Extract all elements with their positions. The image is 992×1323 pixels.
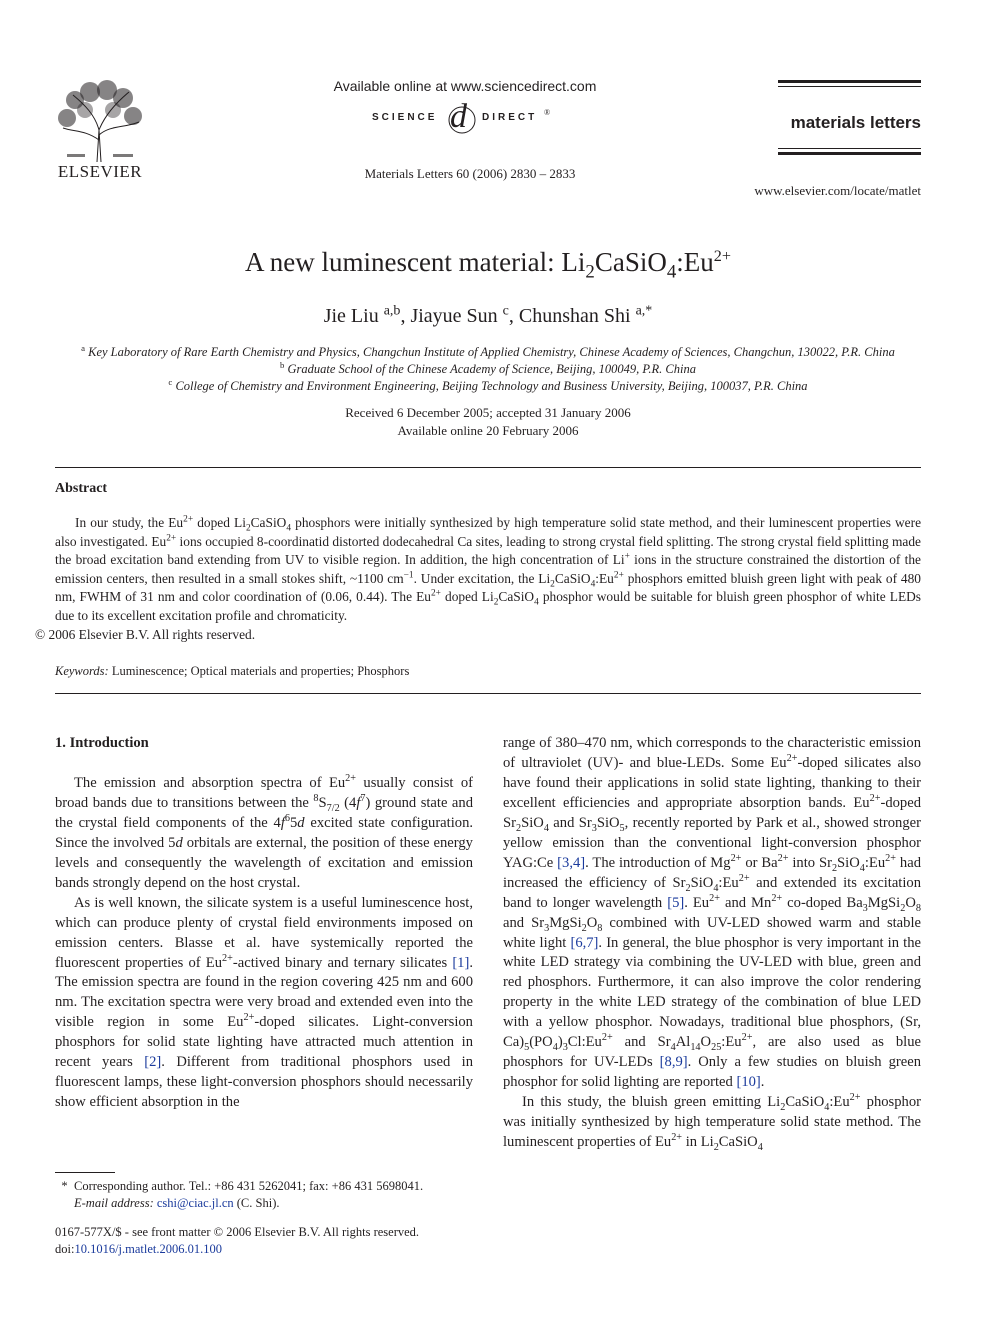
affiliation-a: $^a$ Key Laboratory of Rare Earth Chemistry and Physics, Changchun Institute of Applied Chemistry, Chinese Academy of Sciences, Changchun, 130022, P.R. China [81,342,895,359]
paragraph: range of 380–470 nm, which corresponds to the characteristic emission of ultraviolet (UV)- and blue-LEDs. Some $Eu^{2+}$-doped silicates also have found their applications in solid state lighting, thanking to their excellent efficiencies and appropriate absorption bands. $Eu^{2+}$-doped $Sr_2SiO_4$ and $Sr_3SiO_5$, recently reported by Park et al., showed stronger yellow emission than the conventional light-conversion phosphor YAG:Ce [3,4]. The introduction of $Mg^{2+}$ or $Ba^{2+}$ into $Sr_2SiO_4:Eu^{2+}$ had increased the efficiency of $Sr_2SiO_4:Eu^{2+}$ and extended its excitation band to longer wavelength [5]. $Eu^{2+}$ and $Mn^{2+}$ co-doped $Ba_3MgSi_2O_8$ and $Sr_3MgSi_2O_8$ combined with UV-LED showed warm and stable white light [6,7]. In general, the blue phosphor is very important in the white LED strategy via combining the UV-LED with blue, green and red phosphors. Furthermore, it can also improve the color rendering property in the white LED strategy of the combination of blue LED with a yellow phosphor. Nowadays, traditional blue phosphors, (Sr, $Ca)_5(PO_4)_3Cl:Eu^{2+}$ and $Sr_4Al_{14}O_{25}:Eu^{2+}$, are also used as blue phosphors for UV-LEDs [8,9]. Only a few studies on bluish green phosphor for solid lighting are reported [10]. [503,735,922,1091]
journal-rule [778,148,921,149]
divider [55,693,921,694]
received-date: Received 6 December 2005; accepted 31 January 2006 [345,405,631,420]
author-name: Jiayue Sun [410,305,498,327]
available-online-link[interactable]: Available online at www.sciencedirect.com [333,78,597,94]
sd-left-text: SCIENCE [372,112,438,123]
journal-citation: Materials Letters 60 (2006) 2830 – 2833 [364,166,576,181]
reference-link[interactable]: [8,9] [659,1054,688,1071]
author-name: Jie Liu [323,305,379,327]
doi-line: doi:10.1016/j.matlet.2006.01.100 [55,1242,223,1256]
abstract-heading: Abstract [55,481,108,496]
article-title: A new luminescent material: $Li_2CaSiO_4:Eu^{2+}$ [244,247,732,283]
footnote-rule [55,1172,115,1173]
reference-link[interactable]: [10] [736,1074,761,1091]
journal-name: materials letters [790,113,921,132]
reference-link[interactable]: [2] [144,1054,162,1071]
affiliation-c: $^c$ College of Chemistry and Environment Engineering, Beijing Technology and Business University, Beijing, 100037, P.R. China [168,376,808,393]
reference-link[interactable]: [3,4] [557,854,586,871]
affiliation-b: $^b$ Graduate School of the Chinese Academy of Science, Beijing, 100049, P.R. China [280,359,696,376]
journal-rule [778,80,921,83]
author-list: Jie Liu $^{a,b}$, Jiayue Sun $^c$, Chunshan Shi $^{a,*}$ [323,303,653,327]
corresponding-author-note: * Corresponding author. Tel.: +86 431 5262041; fax: +86 431 5698041. [61,1179,424,1193]
sd-registered-mark: ® [544,108,551,117]
paragraph: In this study, the bluish green emitting $Li_2CaSiO_4:Eu^{2+}$ phosphor was initially synthesized by high temperature solid state method. The luminescent properties of $Eu^{2+}$ in $Li_2CaSiO_4$ [503,1092,921,1153]
reference-link[interactable]: [5] [667,894,685,911]
abstract-text: In our study, the $Eu^{2+}$ doped $Li_2CaSiO_4$ phosphors were initially synthesized by high temperature solid state method, and their luminescent properties were also investigated. $Eu^{2+}$ ions occupied 8-coordinatid distorted dodecahedral Ca sites, leading to strong crystal field splitting. The strong crystal field splitting made the broad excitation band extending from UV to visible region. In addition, the high concentration of Li+ ions in the structure constrained the distortion of the emission centers, then resulted in a small stokes shift, ~1100 $cm^{-1}$. Under excitation, the $Li_2CaSiO_4:Eu^{2+}$ phosphors emitted bluish green light with peak of 480 nm, FWHM of 31 nm and color coordination of (0.06, 0.44). The $Eu^{2+}$ doped $Li_2CaSiO_4$ phosphor would be suitable for bluish green phosphor of white LEDs due to its excellent excitation profile and chromaticity. © 2006 Elsevier B.V. All rights reserved. [35,514,922,642]
sd-d-glyph: d [450,98,467,135]
sd-right-text: DIRECT [482,112,538,123]
sd-circle-icon [446,104,478,136]
issn-line: 0167-577X/$ - see front matter © 2006 Elsevier B.V. All rights reserved. [55,1225,420,1239]
author-name: Chunshan Shi [518,305,631,327]
keywords: Keywords: Luminescence; Optical materials and properties; Phosphors [55,664,410,678]
publisher-logo-text: ELSEVIER [57,162,143,181]
journal-url[interactable]: www.elsevier.com/locate/matlet [754,183,921,198]
right-column [503,734,921,1153]
journal-rule [778,152,921,155]
divider [55,467,921,468]
email-link[interactable]: cshi@ciac.jl.cn [156,1196,234,1210]
sciencedirect-logo [368,100,558,136]
elsevier-tree-logo [55,80,145,162]
section-heading: 1. Introduction [55,735,149,751]
journal-rule [778,86,921,87]
doi-link[interactable]: 10.1016/j.matlet.2006.01.100 [74,1242,223,1256]
abstract-copyright: © 2006 Elsevier B.V. All rights reserved. [35,626,256,642]
paragraph: As is well known, the silicate system is a useful luminescence host, which can produce plenty of crystal field environments imposed on emission centers. Blasse et al. have systemically reported the fluorescent properties of $Eu^{2+}$-actived binary and ternary silicates [1]. The emission spectra are found in the region covering 425 nm and 600 nm. The excitation spectra were very broad and extended even into the visible region in some $Eu^{2+}$-doped silicates. Light-conversion phosphors for solid state lighting have attracted much attention in recent years [2]. Different from traditional phosphors used in fluorescent lamps, these light-conversion phosphors should necessarily show efficient absorption in the [55,894,474,1111]
email-note: E-mail address: cshi@ciac.jl.cn (C. Shi). [74,1196,280,1210]
reference-link[interactable]: [6,7] [570,934,599,951]
reference-link[interactable]: [1] [452,954,470,971]
left-column [55,734,473,1113]
available-date: Available online 20 February 2006 [397,423,579,438]
paragraph: The emission and absorption spectra of $Eu^{2+}$ usually consist of broad bands due to transitions between the $^8S_{7/2}$ $(4f^7)$ ground state and the crystal field components of the $4f^65d$ excited state configuration. Since the involved 5d orbitals are external, the position of these energy levels and consequently the wavelength of excitation and emission bands strongly depend on the host crystal. [55,773,474,891]
